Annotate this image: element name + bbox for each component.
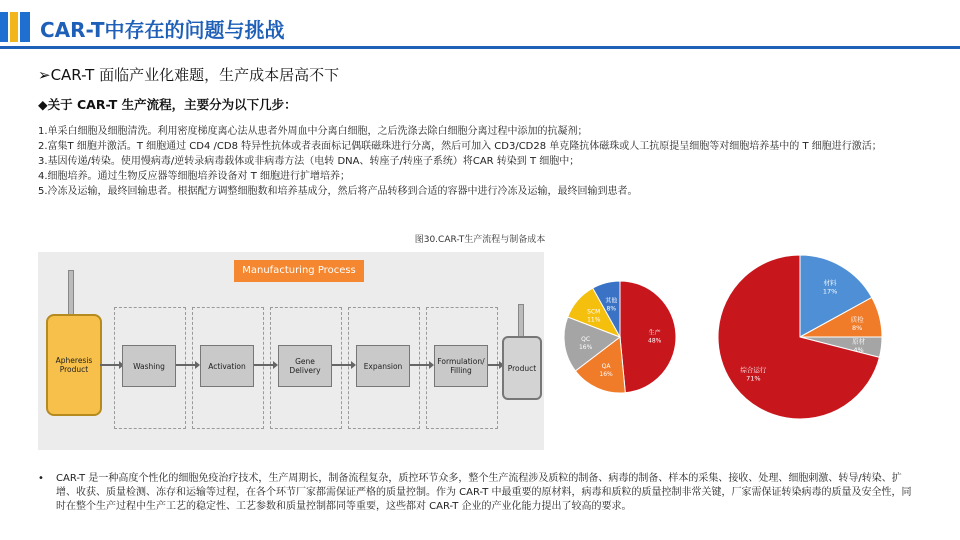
stage-activation: Activation [200,345,254,387]
step-item: 1.单采白细胞及细胞清洗。利用密度梯度离心法从患者外周血中分离白细胞，之后洗涤去除白细胞分离过程中添加的抗凝剂； [38,126,588,137]
pie-slice-label: QC [581,335,591,343]
bullet-marker: • [38,473,44,484]
pie-slice-label: 综合运行 [740,366,767,375]
stage-expansion: Expansion [356,345,410,387]
stage-gene-delivery: Gene Delivery [278,345,332,387]
subtitle: ➢CAR-T 面临产业化难题，生产成本居高不下 [38,66,340,84]
cost-pie-charts [560,242,940,452]
pie-slice-value: 8% [606,305,617,313]
pie-slice-label: 原材 [852,337,866,346]
pie-slice-label: 质检 [850,315,864,324]
page-title: CAR-T中存在的问题与挑战 [40,18,285,42]
flow-arrow [254,364,274,366]
step-item: 2.富集T 细胞并激活。T 细胞通过 CD4 /CD8 特异性抗体或者表面标记偶联磁珠进行分离，然后可加入 CD3/CD28 单克隆抗体磁珠或人工抗原提呈细胞等对细胞培养基中的 T 细胞进行激活； [38,141,882,152]
pie-chart-large [718,255,882,419]
stage-formulation: Formulation/ Filling [434,345,488,387]
pie-slice-label: QA [601,362,611,370]
process-title: Manufacturing Process [234,260,364,282]
steps-list [38,124,918,199]
pie-slice-label: 生产 [648,329,661,337]
stage-washing: Washing [122,345,176,387]
pie-slice-label: 材料 [823,279,837,288]
flow-arrow [100,364,120,366]
pie-slice-value: 16% [599,370,613,378]
pie-slice-label: 其他 [605,297,618,305]
flow-arrow [332,364,352,366]
summary-bullet [38,472,918,514]
pie-slice-value: 71% [746,374,761,383]
header-accent-bar [0,12,8,42]
tube-icon [518,304,524,340]
summary-text: CAR-T 是一种高度个性化的细胞免疫治疗技术，生产周期长，制备流程复杂，质控环节众多，整个生产流程涉及质粒的制备、病毒的制备、样本的采集、接收、处理、细胞刺激、转导/转染、扩增、收获、质量检测、冻存和运输等过程，在各个环节厂家都需保证严格的质量控制。作为 CAR-T 中最重要的原材料，病毒和质粒的质量控制非常关键，厂家需保证转染病毒的质量及安全性，同时在整个生产过程中生产工艺的稳定性、工艺参数和质量控制都同等重要，这些都对 CAR-T 企业的产业化能力提出了较高的要求。 [56,473,912,512]
header-divider [0,46,960,49]
step-item: 4.细胞培养。通过生物反应器等细胞培养设备对 T 细胞进行扩增培养； [38,171,351,182]
manufacturing-process-diagram [38,252,544,450]
section-title: ◆关于 CAR-T 生产流程，主要分为以下几步： [38,97,297,112]
flow-arrow [410,364,430,366]
pie-slice-value: 48% [648,337,662,345]
tube-icon [68,270,74,318]
product-container: Product [502,336,542,400]
pie-slice-value: 8% [852,323,863,332]
pie-slice-value: 4% [853,345,864,354]
header [0,0,960,52]
flow-arrow [488,364,500,366]
pie-slice-value: 11% [587,316,601,324]
pie-chart-small [564,281,676,393]
apheresis-bag: Apheresis Product [46,314,102,416]
flow-arrow [176,364,196,366]
step-item: 5.冷冻及运输，最终回输患者。根据配方调整细胞数和培养基成分，然后将产品转移到合适的容器中进行冷冻及运输，最终回输到患者。 [38,186,638,197]
step-item: 3.基因传递/转染。使用慢病毒/逆转录病毒载体或非病毒方法（电转 DNA、转座子/转座子系统）将CAR 转染到 T 细胞中； [38,156,580,167]
figure-caption: 图30.CAR-T生产流程与制备成本 [414,235,546,245]
pie-slice-value: 16% [578,343,593,351]
header-accent-bar [20,12,30,42]
pie-slice-value: 17% [822,287,838,296]
header-accent-bar [10,12,18,42]
pie-slice-label: SCM [587,308,601,316]
